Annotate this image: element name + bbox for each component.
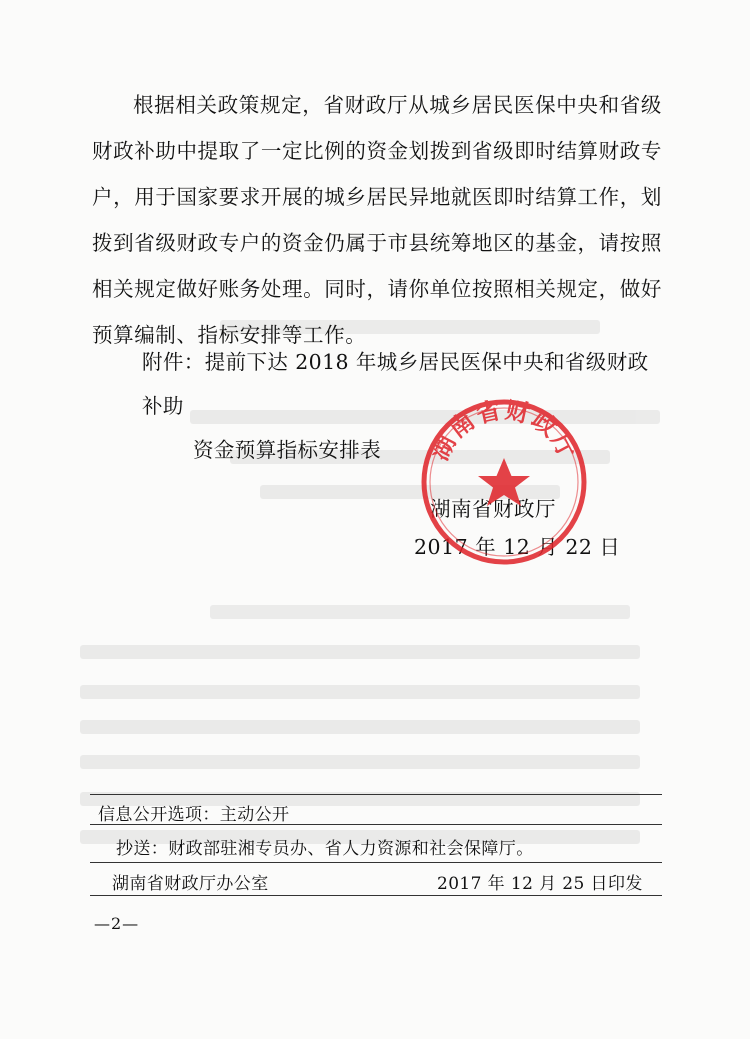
footer-rule-top xyxy=(90,794,662,795)
issuing-office: 湖南省财政厅办公室 xyxy=(112,874,269,894)
footer-rule-bottom xyxy=(90,895,662,896)
signature-date: 2017 年 12 月 22 日 xyxy=(414,535,621,559)
issuer-name: 湖南省财政厅 xyxy=(430,497,556,521)
attachment-line-1: 附件：提前下达 2018 年城乡居民医保中央和省级财政补助 xyxy=(142,350,649,418)
seal-text: 湖南省财政厅 xyxy=(425,396,583,465)
footer-rule-2 xyxy=(90,824,662,825)
print-date: 2017 年 12 月 25 日印发 xyxy=(437,874,643,894)
disclosure-option: 信息公开选项：主动公开 xyxy=(98,805,290,825)
official-seal xyxy=(418,396,590,568)
body-paragraph: 根据相关政策规定，省财政厅从城乡居民医保中央和省级财政补助中提取了一定比例的资金划拨到省级即时结算财政专户，用于国家要求开展的城乡居民异地就医即时结算工作，划拨到省级财政专户的资金仍属于市县统筹地区的基金，请按照相关规定做好账务处理。同时，请你单位按照相关规定，做好预算编制、指标安排等工作。 xyxy=(92,93,662,347)
seal-star-icon xyxy=(478,458,530,506)
body-text xyxy=(92,82,662,358)
attachment-line-2: 资金预算指标安排表 xyxy=(193,438,382,462)
footer-rule-3 xyxy=(90,862,662,863)
svg-text:湖南省财政厅 xyxy=(425,396,582,465)
page-number: —2— xyxy=(94,914,140,933)
cc-recipients: 抄送：财政部驻湘专员办、省人力资源和社会保障厅。 xyxy=(116,839,534,859)
